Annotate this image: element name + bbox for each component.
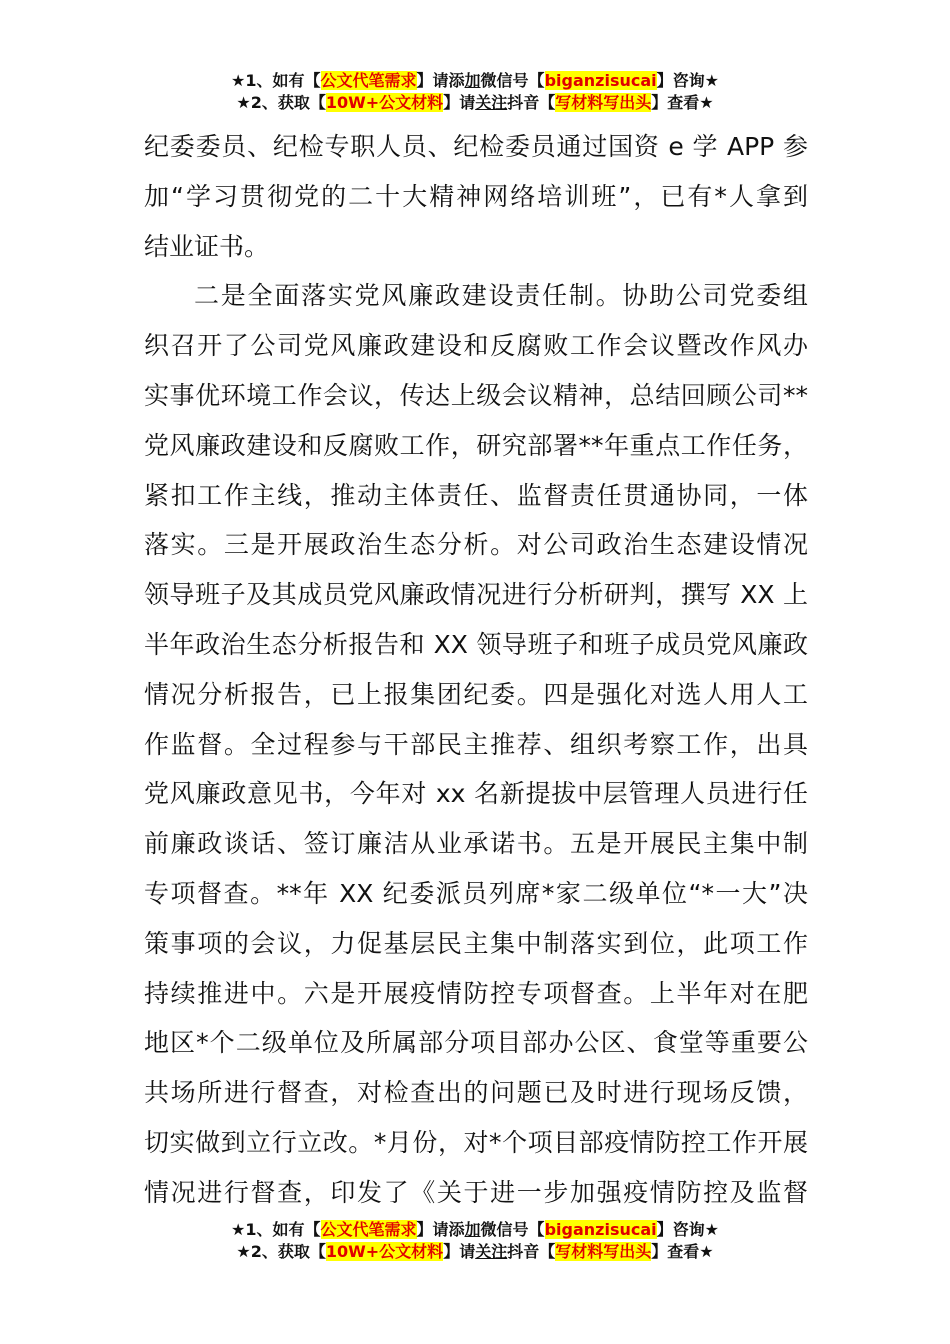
highlight-wechat-id: biganzisucai (544, 71, 657, 90)
document-body (144, 122, 808, 1218)
banner-line-2: ★2、获取【10W+公文材料】请关注抖音【写材料写出头】查看★ (236, 93, 714, 112)
body-line: 纪委委员、纪检专职人员、纪检委员通过国资 e 学 APP 参 (144, 132, 808, 161)
body-line: 持续推进中。六是开展疫情防控专项督查。上半年对在肥 (144, 978, 808, 1008)
highlight-materials: 10W+公文材料 (325, 93, 444, 112)
body-line: 半年政治生态分析报告和 XX 领导班子和班子成员党风廉政 (144, 629, 808, 659)
highlight-service: 公文代笔需求 (320, 71, 417, 90)
highlight-wechat-id: biganzisucai (544, 1220, 657, 1239)
body-line: 党风廉政意见书，今年对 xx 名新提拔中层管理人员进行任 (144, 779, 808, 809)
body-line: 共场所进行督查，对检查出的问题已及时进行现场反馈， (144, 1078, 808, 1108)
body-line: 策事项的会议，力促基层民主集中制落实到位，此项工作 (144, 928, 808, 958)
body-line: 紧扣工作主线，推动主体责任、监督责任贯通协同，一体 (144, 480, 808, 510)
body-line: 加“学习贯彻党的二十大精神网络培训班”，已有*人拿到 (144, 181, 808, 211)
body-line: 结业证书。 (144, 231, 270, 261)
banner-line-1: ★1、如有【公文代笔需求】请添加微信号【biganzisucai】咨询★ (231, 1220, 719, 1239)
body-line: 党风廉政建设和反腐败工作，研究部署**年重点工作任务， (144, 430, 808, 460)
body-line: 切实做到立行立改。*月份，对*个项目部疫情防控工作开展 (144, 1127, 808, 1157)
body-line: 作监督。全过程参与干部民主推荐、组织考察工作，出具 (144, 729, 808, 759)
body-line: 前廉政谈话、签订廉洁从业承诺书。五是开展民主集中制 (144, 829, 808, 859)
highlight-service: 公文代笔需求 (320, 1220, 417, 1239)
highlight-douyin: 写材料写出头 (555, 1242, 652, 1261)
body-line: 织召开了公司党风廉政建设和反腐败工作会议暨改作风办 (144, 331, 808, 361)
banner-line-2: ★2、获取【10W+公文材料】请关注抖音【写材料写出头】查看★ (236, 1242, 714, 1261)
body-line: 情况进行督查，印发了《关于进一步加强疫情防控及监督 (144, 1177, 808, 1207)
footer-banner (0, 1219, 950, 1263)
body-line: 情况分析报告，已上报集团纪委。四是强化对选人用人工 (144, 679, 808, 709)
body-line: 落实。三是开展政治生态分析。对公司政治生态建设情况 (144, 530, 808, 560)
body-line: 实事优环境工作会议，传达上级会议精神，总结回顾公司** (144, 380, 808, 410)
body-line: 地区*个二级单位及所属部分项目部办公区、食堂等重要公 (144, 1028, 808, 1058)
body-line: 领导班子及其成员党风廉政情况进行分析研判，撰写 XX 上 (144, 580, 808, 610)
body-line: 二是全面落实党风廉政建设责任制。协助公司党委组 (194, 281, 808, 311)
header-banner (0, 70, 950, 114)
body-line: 专项督查。**年 XX 纪委派员列席*家二级单位“*一大”决 (144, 878, 808, 908)
banner-line-1: ★1、如有【公文代笔需求】请添加微信号【biganzisucai】咨询★ (231, 71, 719, 90)
highlight-douyin: 写材料写出头 (555, 93, 652, 112)
highlight-materials: 10W+公文材料 (325, 1242, 444, 1261)
